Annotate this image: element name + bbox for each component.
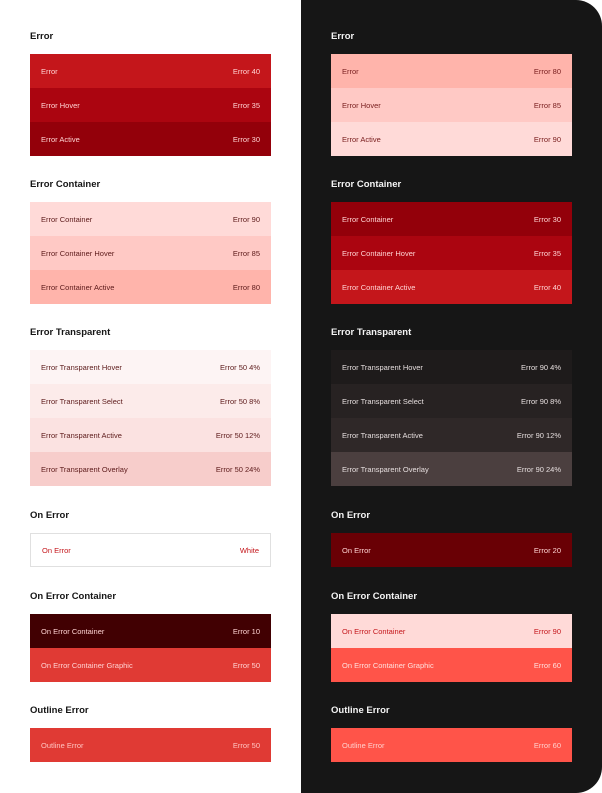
swatch-token-value: Error 90 24% bbox=[516, 464, 561, 474]
color-swatch bbox=[331, 350, 572, 384]
swatch-token-value: Error 90 bbox=[533, 134, 561, 144]
dark-section-on-error bbox=[331, 510, 572, 555]
swatch-token-value: Error 40 bbox=[232, 66, 260, 76]
swatch-token-value: Error 90 bbox=[533, 626, 561, 636]
swatch-token-name: Error Container Active bbox=[41, 282, 115, 292]
swatch-token-value: Error 10 bbox=[232, 626, 260, 636]
swatch-token-value: Error 90 12% bbox=[516, 430, 561, 440]
swatch-token-name: Error Active bbox=[342, 134, 381, 144]
section-title: Error Container bbox=[30, 179, 101, 190]
section-title: On Error bbox=[331, 510, 371, 521]
swatch-list bbox=[331, 54, 572, 156]
color-swatch bbox=[30, 533, 271, 567]
swatch-token-value: Error 35 bbox=[232, 100, 260, 110]
swatch-token-name: On Error bbox=[342, 545, 371, 555]
light-section-error bbox=[30, 31, 271, 144]
swatch-token-value: Error 80 bbox=[533, 66, 561, 76]
swatch-token-value: White bbox=[239, 545, 259, 555]
light-section-outline-error bbox=[30, 705, 271, 750]
color-swatch bbox=[30, 202, 271, 236]
swatch-token-name: Outline Error bbox=[41, 740, 84, 750]
swatch-list bbox=[30, 533, 271, 567]
swatch-token-value: Error 80 bbox=[232, 282, 260, 292]
color-swatch bbox=[331, 533, 572, 567]
swatch-token-value: Error 90 4% bbox=[520, 362, 561, 372]
color-swatch bbox=[331, 384, 572, 418]
light-section-error-container bbox=[30, 179, 271, 292]
section-title: On Error Container bbox=[30, 591, 117, 602]
swatch-token-name: Error bbox=[342, 66, 359, 76]
swatch-token-value: Error 50 24% bbox=[215, 464, 260, 474]
swatch-list bbox=[30, 614, 271, 682]
swatch-token-name: Error Container bbox=[41, 214, 93, 224]
color-swatch bbox=[331, 202, 572, 236]
color-swatch bbox=[331, 614, 572, 648]
swatch-token-name: Error Transparent Hover bbox=[41, 362, 122, 372]
swatch-token-value: Error 90 8% bbox=[520, 396, 561, 406]
section-title: On Error bbox=[30, 510, 70, 521]
swatch-list bbox=[30, 350, 271, 486]
swatch-token-name: Error Transparent Select bbox=[41, 396, 123, 406]
section-title: Error bbox=[30, 31, 54, 42]
swatch-list bbox=[331, 202, 572, 304]
dark-theme-panel bbox=[301, 0, 602, 793]
swatch-token-name: On Error bbox=[42, 545, 71, 555]
swatch-token-value: Error 60 bbox=[533, 740, 561, 750]
color-swatch bbox=[331, 270, 572, 304]
swatch-token-name: Error Container Hover bbox=[41, 248, 115, 258]
color-swatch bbox=[331, 88, 572, 122]
color-swatch bbox=[30, 418, 271, 452]
swatch-list bbox=[30, 54, 271, 156]
swatch-token-value: Error 90 bbox=[232, 214, 260, 224]
swatch-token-name: On Error Container Graphic bbox=[41, 660, 133, 670]
color-swatch bbox=[331, 122, 572, 156]
swatch-token-value: Error 50 bbox=[232, 740, 260, 750]
color-swatch bbox=[331, 728, 572, 762]
section-title: Outline Error bbox=[30, 705, 89, 716]
color-swatch bbox=[331, 236, 572, 270]
section-title: Error Container bbox=[331, 179, 402, 190]
swatch-token-name: Error Transparent Overlay bbox=[342, 464, 429, 474]
section-title: Error Transparent bbox=[30, 327, 111, 338]
swatch-token-name: Error Active bbox=[41, 134, 80, 144]
color-swatch bbox=[30, 728, 271, 762]
light-section-on-error-container bbox=[30, 591, 271, 670]
swatch-token-name: Error Container bbox=[342, 214, 394, 224]
color-swatch bbox=[30, 384, 271, 418]
swatch-list bbox=[331, 350, 572, 486]
swatch-token-name: On Error Container Graphic bbox=[342, 660, 434, 670]
swatch-token-value: Error 50 8% bbox=[219, 396, 260, 406]
color-swatch bbox=[30, 122, 271, 156]
swatch-list bbox=[331, 533, 572, 567]
color-swatch bbox=[30, 452, 271, 486]
color-swatch bbox=[331, 418, 572, 452]
swatch-token-name: Error Hover bbox=[342, 100, 381, 110]
swatch-token-name: Error Transparent Select bbox=[342, 396, 424, 406]
color-swatch bbox=[30, 270, 271, 304]
color-swatch bbox=[30, 88, 271, 122]
swatch-list bbox=[30, 202, 271, 304]
dark-section-error-container bbox=[331, 179, 572, 292]
dark-section-outline-error bbox=[331, 705, 572, 750]
swatch-token-value: Error 30 bbox=[533, 214, 561, 224]
section-title: Error bbox=[331, 31, 355, 42]
swatch-token-name: Error Hover bbox=[41, 100, 80, 110]
swatch-token-name: Error Container Hover bbox=[342, 248, 416, 258]
color-swatch bbox=[30, 54, 271, 88]
swatch-list bbox=[331, 728, 572, 762]
swatch-token-value: Error 60 bbox=[533, 660, 561, 670]
swatch-token-name: Error Transparent Hover bbox=[342, 362, 423, 372]
section-title: Error Transparent bbox=[331, 327, 412, 338]
swatch-token-value: Error 20 bbox=[533, 545, 561, 555]
light-section-on-error bbox=[30, 510, 271, 555]
swatch-list bbox=[30, 728, 271, 762]
swatch-token-value: Error 40 bbox=[533, 282, 561, 292]
swatch-token-name: Error Transparent Active bbox=[342, 430, 423, 440]
dark-section-on-error-container bbox=[331, 591, 572, 670]
color-swatch bbox=[30, 614, 271, 648]
swatch-token-value: Error 85 bbox=[533, 100, 561, 110]
swatch-token-value: Error 35 bbox=[533, 248, 561, 258]
section-title: On Error Container bbox=[331, 591, 418, 602]
dark-section-error-transparent bbox=[331, 327, 572, 474]
color-swatch bbox=[30, 350, 271, 384]
swatch-token-name: On Error Container bbox=[41, 626, 105, 636]
swatch-token-name: Error Transparent Overlay bbox=[41, 464, 128, 474]
swatch-token-name: Error Transparent Active bbox=[41, 430, 122, 440]
swatch-token-name: Outline Error bbox=[342, 740, 385, 750]
section-title: Outline Error bbox=[331, 705, 390, 716]
swatch-token-name: Error Container Active bbox=[342, 282, 416, 292]
swatch-token-name: On Error Container bbox=[342, 626, 406, 636]
dark-section-error bbox=[331, 31, 572, 144]
swatch-list bbox=[331, 614, 572, 682]
color-swatch bbox=[30, 648, 271, 682]
swatch-token-value: Error 50 4% bbox=[219, 362, 260, 372]
swatch-token-value: Error 30 bbox=[232, 134, 260, 144]
light-section-error-transparent bbox=[30, 327, 271, 474]
color-swatch bbox=[331, 648, 572, 682]
swatch-token-value: Error 50 12% bbox=[215, 430, 260, 440]
color-swatch bbox=[331, 54, 572, 88]
swatch-token-value: Error 85 bbox=[232, 248, 260, 258]
swatch-token-name: Error bbox=[41, 66, 58, 76]
swatch-token-value: Error 50 bbox=[232, 660, 260, 670]
color-swatch bbox=[30, 236, 271, 270]
color-swatch bbox=[331, 452, 572, 486]
